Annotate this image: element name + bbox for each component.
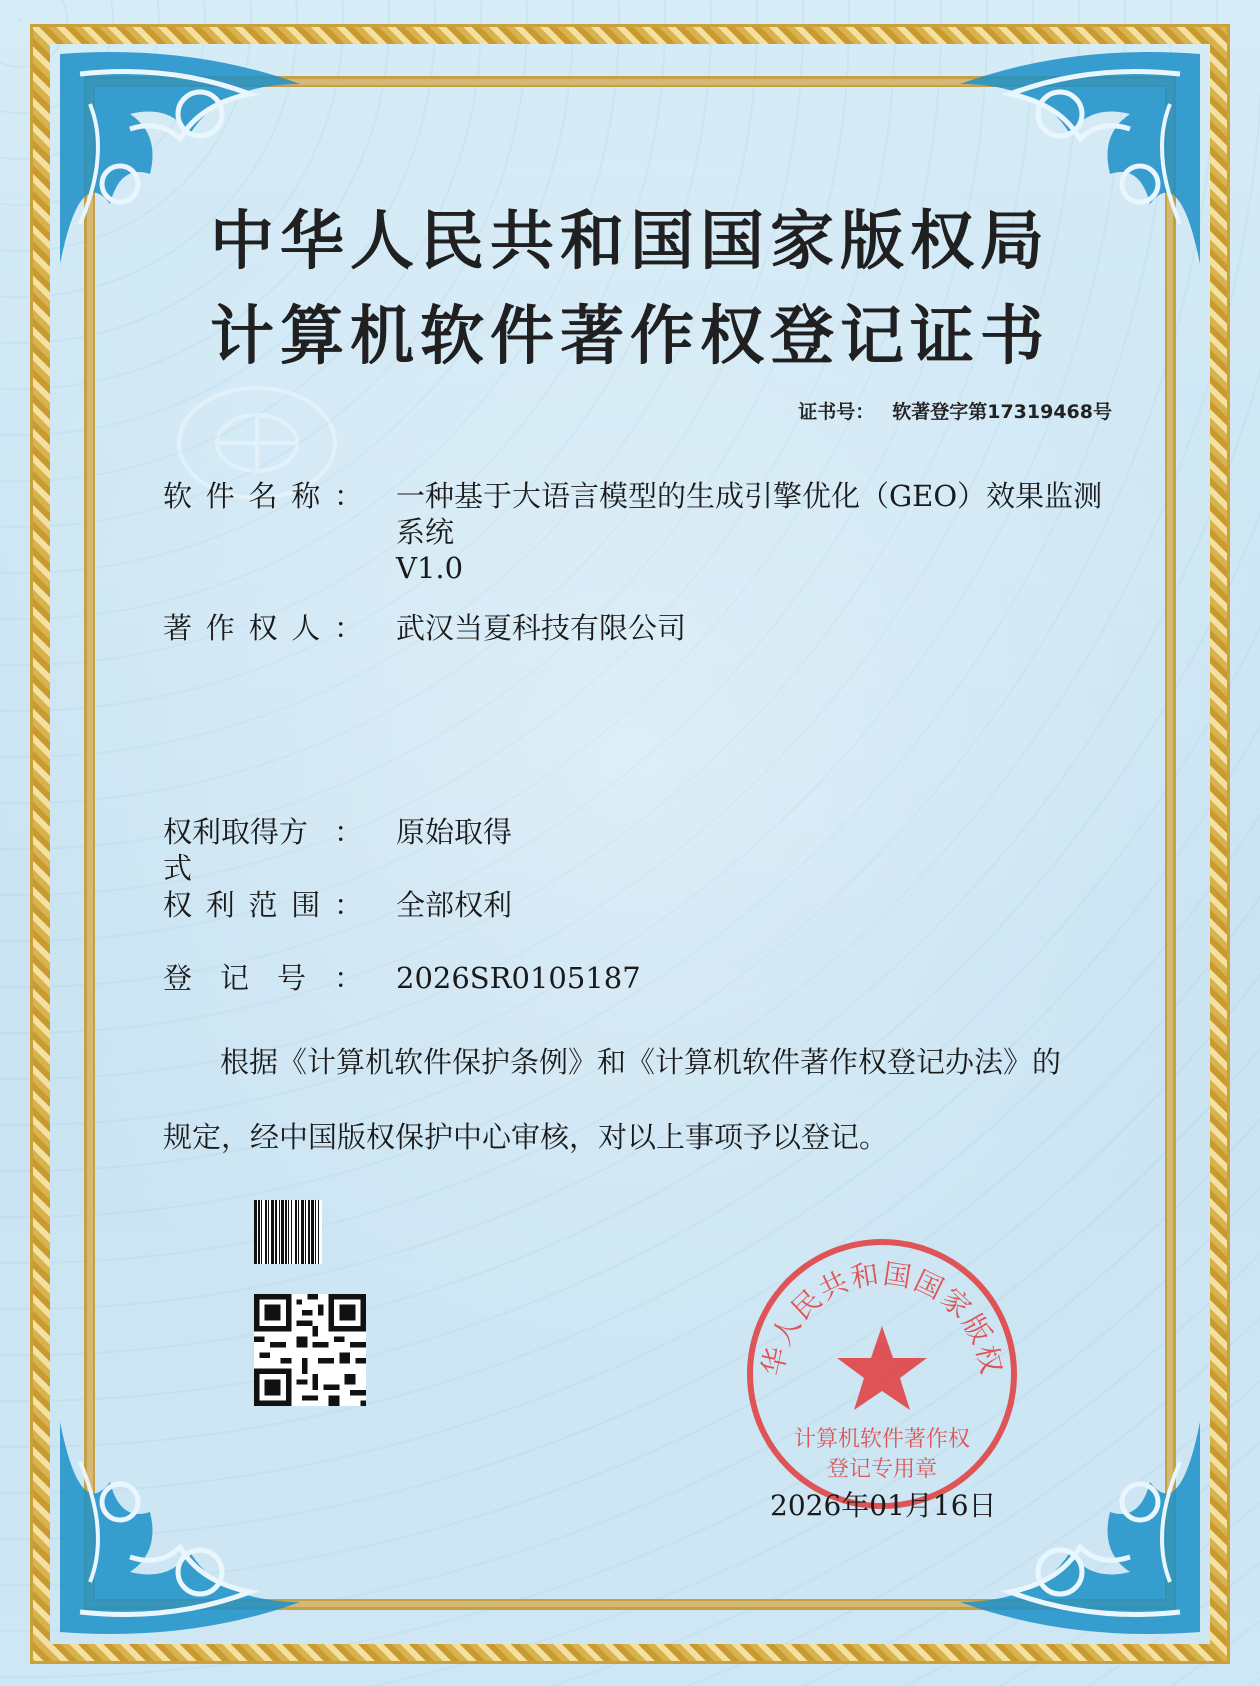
acquisition-method-value: 原始取得 [396, 815, 513, 849]
label-char: 登 [163, 961, 193, 995]
issuer-title: 中华人民共和国国家版权局 [210, 204, 1050, 279]
label-char: 作 [205, 611, 235, 645]
corner-ornament-bottom-left [50, 1412, 310, 1642]
barcode-icon [254, 1200, 436, 1264]
official-seal [742, 1234, 1022, 1514]
label-text: 权利取得方式 [163, 815, 309, 885]
label-char: 件 [205, 479, 235, 513]
label-char: 人 [291, 611, 321, 645]
barcode-bar [319, 1200, 322, 1264]
qr-code-icon [254, 1294, 366, 1406]
label-char: 围 [291, 888, 321, 922]
label-char: 软 [163, 479, 193, 513]
label-colon: ： [333, 611, 363, 645]
seal-outer-text: 华人民共和国国家版权 [755, 1257, 1009, 1379]
registration-number-value: 2026SR0105187 [396, 961, 641, 995]
copyright-owner-value: 武汉当夏科技有限公司 [396, 611, 687, 645]
value-line: 系统 [396, 515, 455, 549]
seal-inner-line-1: 计算机软件著作权 [793, 1427, 971, 1452]
label-char: 权 [163, 888, 193, 922]
label-colon: ： [333, 479, 363, 513]
field-label [163, 814, 363, 886]
value-line: V1.0 [396, 551, 464, 585]
issue-date: 2026年01月16日 [770, 1489, 997, 1522]
certificate-number-value: 软著登字第17319468号 [892, 401, 1112, 423]
field-label [163, 960, 363, 996]
certificate-number [798, 397, 1112, 424]
statement-line-1: 根据《计算机软件保护条例》和《计算机软件著作权登记办法》的 [220, 1045, 1062, 1079]
certificate-number-label: 证书号： [798, 401, 875, 423]
field-label [163, 610, 363, 646]
label-char: 号 [276, 961, 306, 995]
field-label [163, 478, 363, 514]
label-char: 权 [248, 611, 278, 645]
label-char: 范 [248, 888, 278, 922]
software-name-value [396, 478, 1116, 586]
label-char: 称 [291, 479, 321, 513]
label-colon: ： [333, 961, 363, 995]
seal-inner-line-2: 登记专用章 [826, 1457, 938, 1482]
certificate-title: 计算机软件著作权登记证书 [210, 299, 1050, 374]
label-char: 名 [248, 479, 278, 513]
statement-line-2: 规定，经中国版权保护中心审核，对以上事项予以登记。 [163, 1120, 889, 1154]
label-char: 记 [219, 961, 249, 995]
label-colon: ： [333, 888, 363, 922]
field-label [163, 887, 363, 923]
label-char: 著 [163, 611, 193, 645]
rights-scope-value: 全部权利 [396, 888, 513, 922]
label-char: 利 [205, 888, 235, 922]
label-colon: ： [333, 815, 363, 849]
value-line: 一种基于大语言模型的生成引擎优化（GEO）效果监测 [396, 479, 1103, 513]
